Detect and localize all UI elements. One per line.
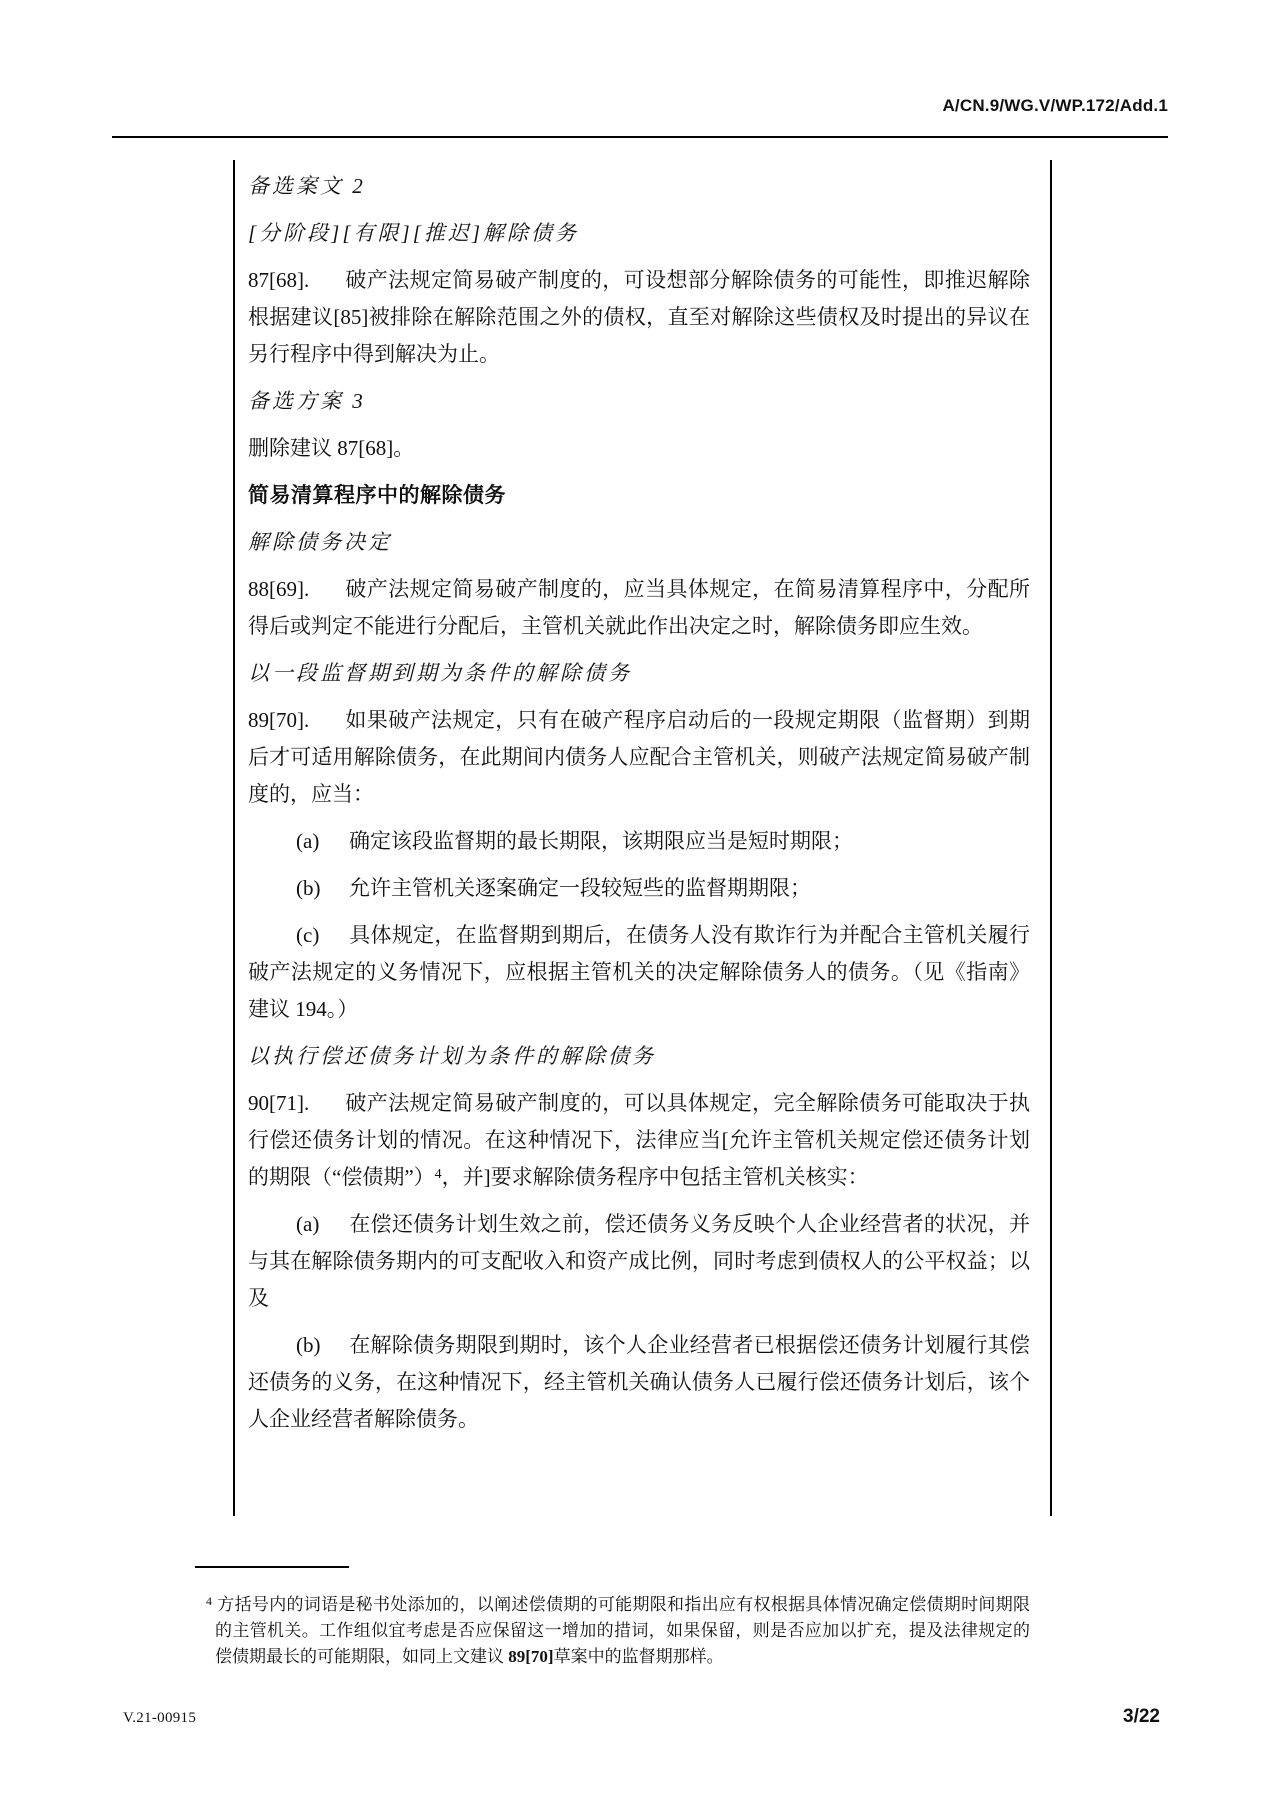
subpara-text: 具体规定，在监督期到期后，在债务人没有欺诈行为并配合主管机关履行破产法规定的义务情况下，应根据主管机关的决定解除债务人的债务。（见《指南》建议 194。） [248,923,1030,1021]
para-87-68 [248,262,1030,373]
header-rule [112,136,1168,138]
footnote-recommendation-ref: 89[70] [508,1647,554,1666]
footnote-text: 草案中的监督期那样。 [553,1647,724,1666]
heading-discharge-simplified-liquidation: 简易清算程序中的解除债务 [248,483,506,507]
para-number: 89[70]. [248,708,310,732]
footer-job-number: V.21-00915 [123,1710,197,1726]
footer-page-number: 3/22 [1123,1706,1160,1727]
heading-repayment-plan-condition: 以执行偿还债务计划为条件的解除债务 [248,1044,656,1068]
subpara-90-b [248,1327,1030,1438]
document-symbol: A/CN.9/WG.V/WP.172/Add.1 [942,96,1168,115]
para-text: ，并]要求解除债务程序中包括主管机关核实： [441,1165,869,1189]
subpara-marker: (b) [296,876,321,900]
subpara-marker: (a) [296,829,320,853]
para-text: 破产法规定简易破产制度的，可以具体规定，完全解除债务可能取决于执行偿还债务计划的情况。在这种情况下，法律应当[允许主管机关规定偿还债务计划的期限（“偿债期”） [248,1091,1030,1189]
subpara-text: 允许主管机关逐案确定一段较短些的监督期期限； [349,876,811,900]
heading-discharge-decision: 解除债务决定 [248,530,392,554]
subpara-89-b [248,870,1030,907]
change-bar-left [233,160,235,1516]
para-89-70 [248,702,1030,813]
change-bar-right [1050,160,1052,1516]
heading-alternative-3: 备选方案 3 [248,389,366,413]
para-number: 88[69]. [248,577,310,601]
para-delete-87-68: 删除建议 87[68]。 [248,436,415,460]
subpara-marker: (c) [296,923,320,947]
subpara-90-a [248,1206,1030,1317]
footnote-text: 方括号内的词语是秘书处添加的，以阐述偿债期的可能期限和指出应有权根据具体情况确定偿债期时间期限的主管机关。工作组似宜考虑是否应保留这一增加的措词，如果保留，则是否应加以扩充，提及法律规定的偿债期最长的可能期限，如同上文建议 [215,1595,1030,1666]
para-text: 破产法规定简易破产制度的，应当具体规定，在简易清算程序中，分配所得后或判定不能进行分配后，主管机关就此作出决定之时，解除债务即应生效。 [248,577,1030,638]
footnote-area [206,1592,1030,1670]
para-90-71 [248,1085,1030,1196]
document-body [248,168,1030,1448]
para-text: 破产法规定简易破产制度的，可设想部分解除债务的可能性，即推迟解除根据建议[85]被排除在解除范围之外的债权，直至对解除这些债权及时提出的异议在另行程序中得到解决为止。 [248,268,1030,366]
para-number: 90[71]. [248,1091,310,1115]
subpara-text: 在解除债务期限到期时，该个人企业经营者已根据偿还债务计划履行其偿还债务的义务，在这种情况下，经主管机关确认债务人已履行偿还债务计划后，该个人企业经营者解除债务。 [248,1333,1030,1431]
heading-supervision-period-condition: 以一段监督期到期为条件的解除债务 [248,661,632,685]
heading-discharge-variants: [分阶段][有限][推迟]解除债务 [248,221,580,245]
footnote-separator [195,1566,349,1568]
subpara-marker: (a) [296,1212,320,1236]
footnote-marker: 4 [206,1594,212,1608]
heading-alternative-text-2: 备选案文 2 [248,174,366,198]
para-text: 如果破产法规定，只有在破产程序启动后的一段规定期限（监督期）到期后才可适用解除债务，在此期间内债务人应配合主管机关，则破产法规定简易破产制度的，应当： [248,708,1030,806]
subpara-89-a [248,823,1030,860]
para-number: 87[68]. [248,268,310,292]
footnote-reference-4: 4 [434,1167,442,1182]
para-88-69 [248,571,1030,645]
subpara-89-c [248,917,1030,1028]
subpara-text: 在偿还债务计划生效之前，偿还债务义务反映个人企业经营者的状况，并与其在解除债务期内的可支配收入和资产成比例，同时考虑到债权人的公平权益；以及 [248,1212,1030,1310]
subpara-text: 确定该段监督期的最长期限，该期限应当是短时期限； [349,829,853,853]
footnote-4 [206,1592,1030,1670]
subpara-marker: (b) [296,1333,321,1357]
